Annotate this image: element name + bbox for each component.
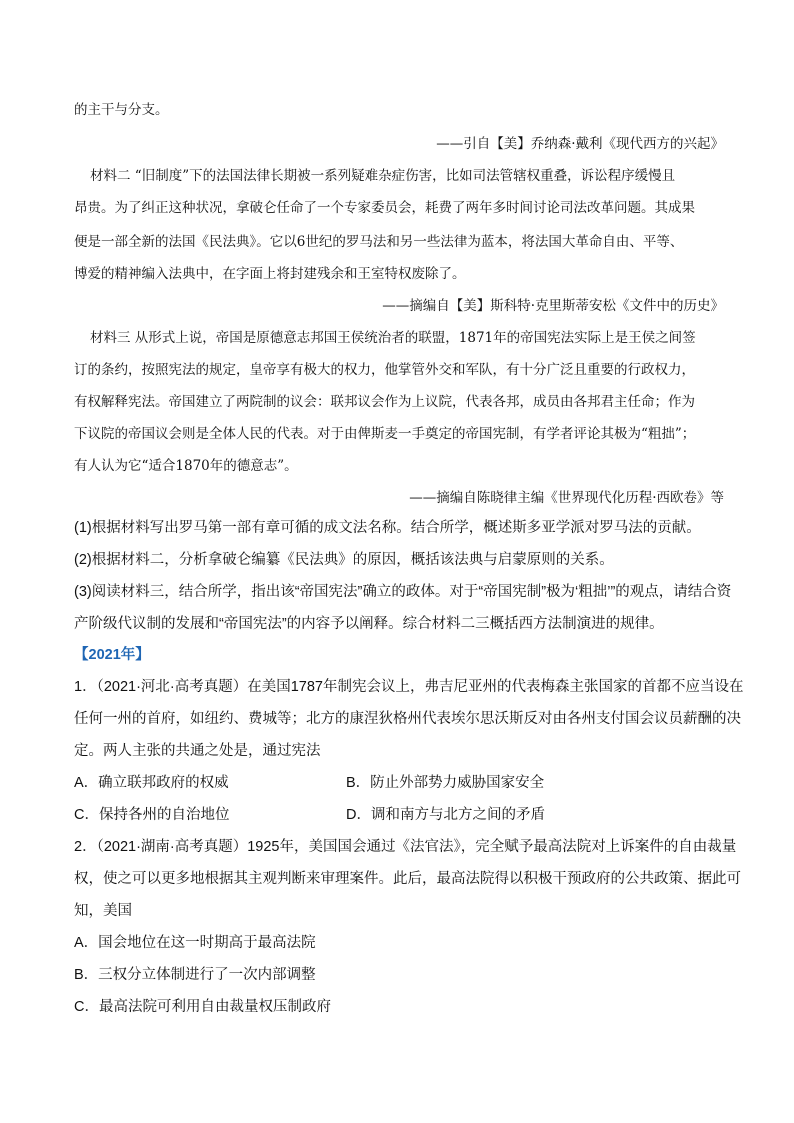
- material-one-tail: 的主干与分支。: [74, 102, 169, 118]
- source-citation-2: ——摘编自【美】斯科特·克里斯蒂安松《文件中的历史》: [382, 298, 724, 314]
- year-heading: 【2021年】: [74, 647, 150, 663]
- source-citation-1: ——引自【美】乔纳森·戴利《现代西方的兴起》: [436, 136, 724, 152]
- material-two-line-1: 材料二 “旧制度”下的法国法律长期被一系列疑难杂症伤害，比如司法管辖权重叠，诉讼程序缓慢且: [90, 168, 676, 184]
- material-two-line-4: 博爱的精神编入法典中，在字面上将封建残余和王室特权废除了。: [74, 266, 466, 282]
- question-2-option-b[interactable]: B．三权分立体制进行了一次内部调整: [74, 967, 316, 983]
- material-three-line-5: 有人认为它“适合1870年的德意志”。: [74, 458, 298, 474]
- sub-question-2: (2)根据材料二，分析拿破仑编纂《民法典》的原因，概括该法典与启蒙原则的关系。: [74, 552, 614, 568]
- question-1-option-d[interactable]: D．调和南方与北方之间的矛盾: [346, 807, 545, 823]
- question-2-line-3: 知，美国: [74, 903, 132, 919]
- question-1-line-3: 定。两人主张的共通之处是，通过宪法: [74, 743, 321, 759]
- question-2-line-1: 2．（2021·湖南·高考真题）1925年，美国国会通过《法官法》，完全赋予最高法院对上诉案件的自由裁量: [74, 839, 737, 855]
- question-1-line-1: 1．（2021·河北·高考真题）在美国1787年制宪会议上，弗吉尼亚州的代表梅森主张国家的首都不应当设在: [74, 679, 744, 695]
- material-three-line-3: 有权解释宪法。帝国建立了两院制的议会：联邦议会作为上议院，代表各邦，成员由各邦君主任命；作为: [74, 394, 695, 410]
- source-citation-3: ——摘编自陈晓律主编《世界现代化历程·西欧卷》等: [409, 490, 724, 506]
- question-1-option-b[interactable]: B．防止外部势力威胁国家安全: [346, 775, 545, 791]
- question-2-option-a[interactable]: A．国会地位在这一时期高于最高法院: [74, 935, 316, 951]
- question-1-option-c[interactable]: C．保持各州的自治地位: [74, 807, 230, 823]
- question-1-option-a[interactable]: A．确立联邦政府的权威: [74, 775, 229, 791]
- question-1-line-2: 任何一州的首府，如纽约、费城等；北方的康涅狄格州代表埃尔思沃斯反对由各州支付国会议员薪酬的决: [74, 711, 741, 727]
- material-three-line-2: 订的条约，按照宪法的规定，皇帝享有极大的权力，他掌管外交和军队，有十分广泛且重要的行政权力，: [74, 362, 695, 378]
- material-three-line-4: 下议院的帝国议会则是全体人民的代表。对于由俾斯麦一手奠定的帝国宪制，有学者评论其极为“粗拙”；: [74, 426, 696, 442]
- sub-question-3-line-2: 产阶级代议制的发展和“帝国宪法”的内容予以阐释。综合材料二三概括西方法制演进的规律。: [74, 616, 664, 632]
- question-2-option-c[interactable]: C．最高法院可利用自由裁量权压制政府: [74, 999, 331, 1015]
- question-2-line-2: 权，使之可以更多地根据其主观判断来审理案件。此后，最高法院得以积极干预政府的公共政策、据此可: [74, 871, 741, 887]
- material-two-line-2: 昂贵。为了纠正这种状况，拿破仑任命了一个专家委员会，耗费了两年多时间讨论司法改革问题。其成果: [74, 200, 695, 216]
- material-two-line-3: 便是一部全新的法国《民法典》。它以6世纪的罗马法和另一些法律为蓝本，将法国大革命自由、平等、: [74, 234, 684, 250]
- sub-question-1: (1)根据材料写出罗马第一部有章可循的成文法名称。结合所学，概述斯多亚学派对罗马法的贡献。: [74, 520, 701, 536]
- sub-question-3-line-1: (3)阅读材料三，结合所学，指出该“帝国宪法”确立的政体。对于“帝国宪制”极为‘粗拙’”的观点，请结合资: [74, 584, 732, 600]
- material-three-line-1: 材料三 从形式上说，帝国是原德意志邦国王侯统治者的联盟，1871年的帝国宪法实际上是王侯之间签: [90, 330, 696, 346]
